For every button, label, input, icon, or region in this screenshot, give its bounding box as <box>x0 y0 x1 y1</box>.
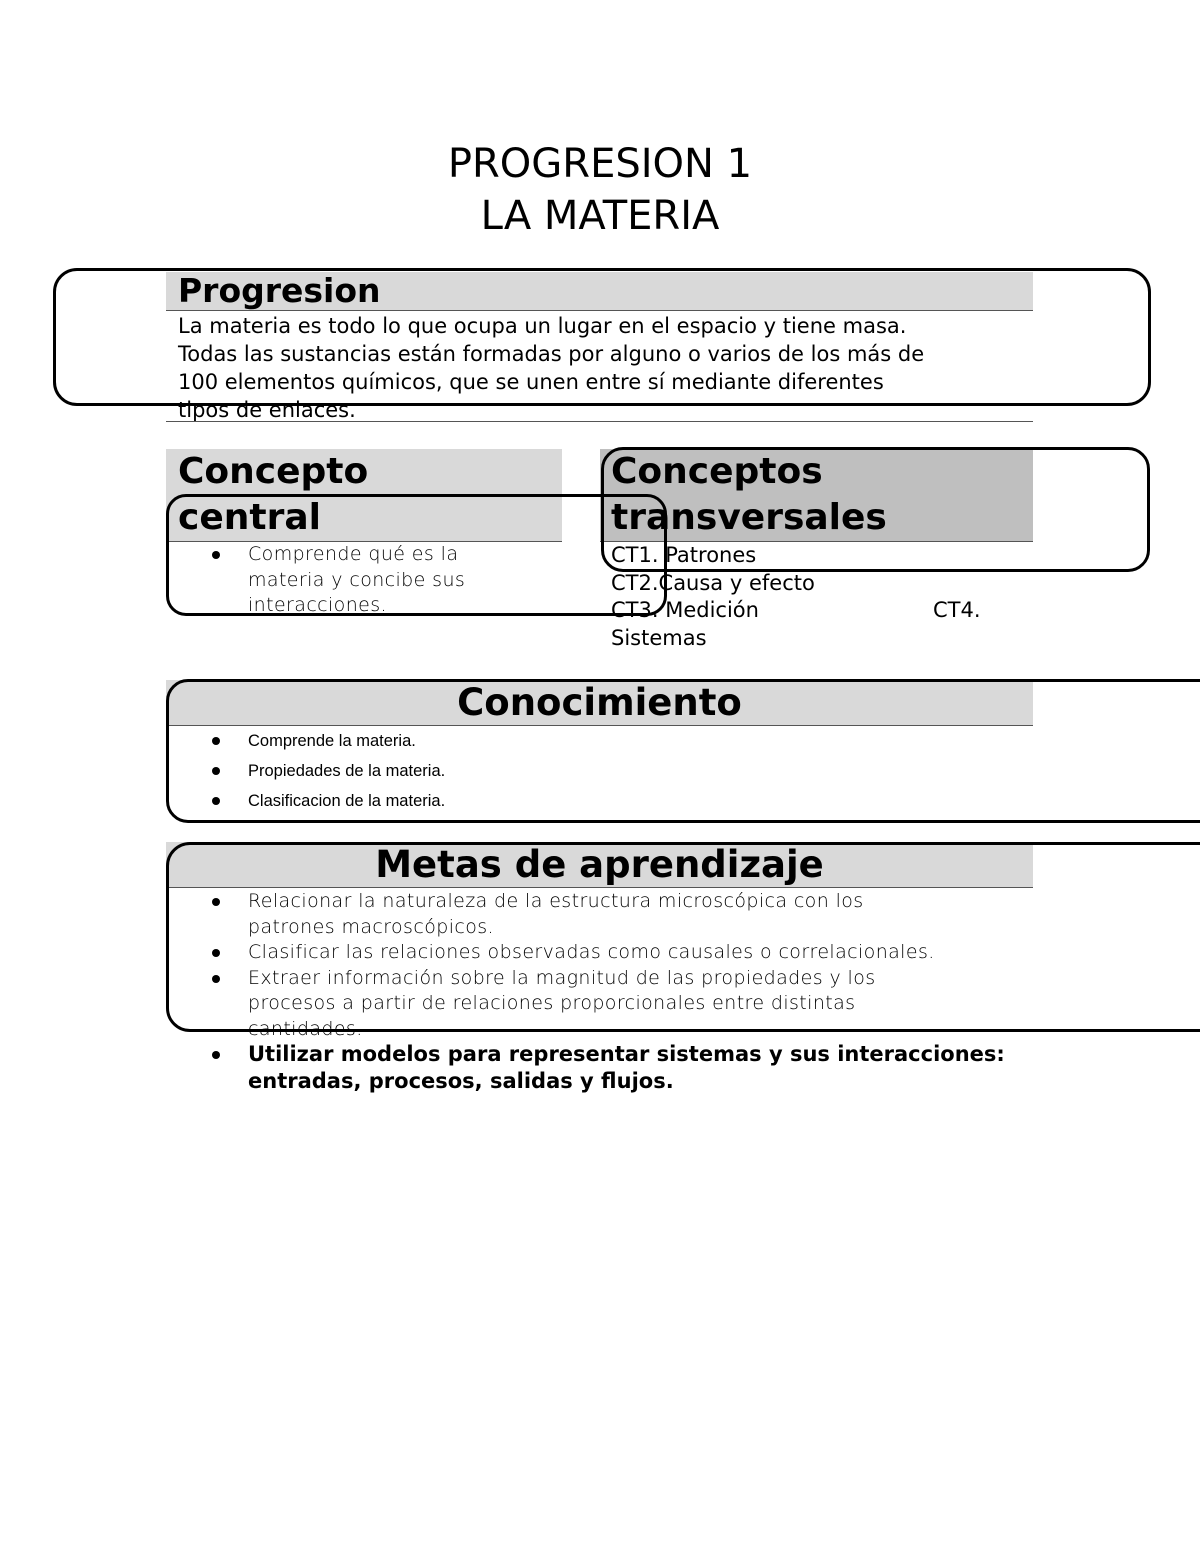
metas-heading-text: Metas de aprendizaje <box>375 843 824 886</box>
title-line-1: PROGRESION 1 <box>447 141 753 187</box>
progresion-bottom-rule <box>166 421 1033 422</box>
conocimiento-item: Propiedades de la materia. <box>248 762 446 780</box>
concepto-central-line: materia y concibe sus <box>248 568 466 591</box>
progresion-line: 100 elementos químicos, que se unen entre sí mediante diferentes <box>178 370 884 394</box>
conocimiento-heading-text: Conocimiento <box>457 681 742 724</box>
progresion-line: Todas las sustancias están formadas por alguno o varios de los más de <box>178 342 925 366</box>
metas-line: Utilizar modelos para representar sistemas y sus interacciones: <box>248 1042 1005 1066</box>
metas-line: entradas, procesos, salidas y flujos. <box>248 1069 674 1093</box>
list-item <box>166 1041 1046 1095</box>
progresion-line: tipos de enlaces. <box>178 398 356 422</box>
metas-line: Extraer información sobre la magnitud de las propiedades y los <box>248 966 876 989</box>
progresion-outline <box>53 268 1151 406</box>
metas-list-bold <box>166 1041 1046 1095</box>
ct2-text: CT2.Causa y efecto <box>611 570 815 595</box>
metas-line: patrones macroscópicos. <box>248 915 494 938</box>
ct4-label: CT4. <box>933 598 981 622</box>
conceptos-transversales-heading-line: transversales <box>611 497 887 538</box>
concepto-central-line: interacciones. <box>248 594 387 616</box>
concepto-central-outline <box>166 494 667 616</box>
concepto-central-heading-line: Concepto <box>178 451 369 492</box>
conceptos-transversales-outline <box>601 447 1150 572</box>
progresion-heading-text: Progresion <box>178 271 381 310</box>
metas-line: Relacionar la naturaleza de la estructura microscópica con los <box>248 890 864 912</box>
ct1-text: CT1. Patrones <box>611 543 757 567</box>
ct4-text: Sistemas <box>611 625 707 650</box>
bullet-icon <box>212 1051 220 1059</box>
title-line-2: LA MATERIA <box>480 193 720 239</box>
metas-line: Clasificar las relaciones observadas como causales o correlacionales. <box>248 941 935 963</box>
metas-outline <box>166 842 1200 1032</box>
concepto-central-heading-line: central <box>178 497 321 538</box>
page-title <box>0 138 1200 242</box>
conceptos-transversales-heading-line: Conceptos <box>611 451 823 492</box>
metas-line: cantidades. <box>248 1017 363 1040</box>
ct3-text: CT3. Medición <box>611 598 759 622</box>
conocimiento-outline <box>166 679 1200 823</box>
conocimiento-item: Clasificacion de la materia. <box>248 792 446 810</box>
metas-line: procesos a partir de relaciones proporcionales entre distintas <box>248 992 856 1014</box>
concepto-central-line: Comprende qué es la <box>248 543 459 565</box>
conocimiento-item: Comprende la materia. <box>248 732 416 750</box>
progresion-line: La materia es todo lo que ocupa un lugar en el espacio y tiene masa. <box>178 314 907 338</box>
ct3-ct4-row <box>611 597 1041 625</box>
